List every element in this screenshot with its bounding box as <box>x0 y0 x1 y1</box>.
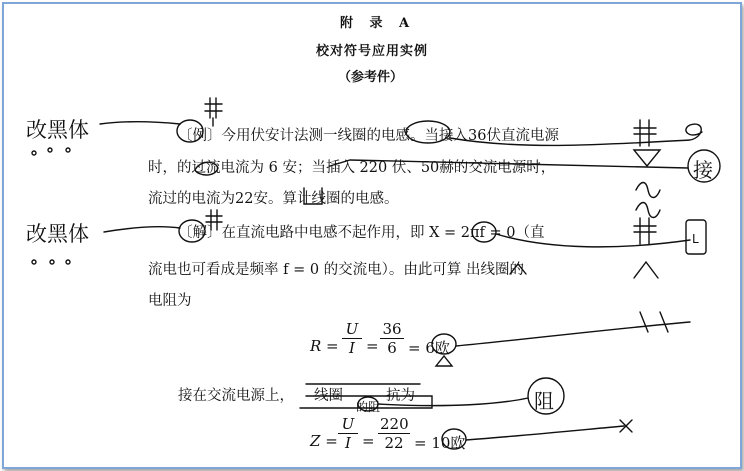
eq-r-result: = 6欧 <box>408 339 450 357</box>
connector-line-2 <box>450 124 702 145</box>
wave-mark-2 <box>636 203 660 218</box>
connector-line-8 <box>466 426 624 440</box>
space-mark-top <box>205 98 222 118</box>
dot-mark <box>50 260 54 264</box>
body-line-6: 电阻为 <box>148 293 192 309</box>
circle-jie2 <box>179 220 205 242</box>
margin-note-bold-2: 改黑体 <box>26 222 89 246</box>
eq-r-lhs: R = <box>310 337 339 355</box>
eq-z-eq: = <box>362 432 375 450</box>
connector-line-6 <box>456 322 690 346</box>
eq-z-lhs: Z = <box>310 432 338 450</box>
circle-zu <box>528 378 564 414</box>
dot-mark <box>32 151 36 155</box>
ac-line: 接在交流电源上， <box>178 388 294 404</box>
triangle-mark-2 <box>436 356 452 366</box>
caret-right-mark <box>634 262 658 278</box>
caret-insert-mark <box>510 264 526 274</box>
circle-zu-small <box>358 397 378 411</box>
slash-marks <box>640 312 668 332</box>
box-mark <box>686 220 706 254</box>
body-line-4: 〔解〕在直流电路中电感不起作用，即 X = 2πf = 0（直 <box>178 225 545 241</box>
triangle-mark <box>634 150 660 166</box>
connector-line-4 <box>104 227 180 232</box>
eq-z-frac1-num: U <box>338 415 358 434</box>
eq-r-eq: = <box>366 337 379 355</box>
body-line-3: 流过的电流为22安。算计线圈的电感。 <box>148 191 399 207</box>
box-mark-label: L <box>692 232 699 246</box>
eq-z-frac1-den: I <box>345 434 351 452</box>
appendix-title: 附 录 A <box>340 16 416 31</box>
eq-r-frac2-num: 36 <box>380 320 404 339</box>
loop-guo <box>195 162 218 175</box>
ac-line-small: 的阻 <box>356 400 381 414</box>
eq-z-frac2-den: 22 <box>384 434 404 452</box>
connector-line-5 <box>496 234 690 247</box>
dot-mark <box>66 260 70 264</box>
space-mark-right-2 <box>634 218 656 244</box>
ac-line-struck: 线圈 <box>314 388 343 404</box>
ac-line-inserted: 抗为 <box>386 388 415 404</box>
connector-line-3 <box>330 160 688 168</box>
connector-line-1 <box>100 122 180 124</box>
eq-z-result: = 10欧 <box>414 434 466 452</box>
appendix-note: （参考件） <box>338 70 404 85</box>
margin-note-bold-1: 改黑体 <box>26 118 89 142</box>
dot-mark <box>32 260 36 264</box>
circle-jie <box>688 150 720 182</box>
space-mark-2 <box>206 210 222 230</box>
circle-li <box>177 120 203 142</box>
eq-r-frac1-den: I <box>349 339 355 357</box>
body-line-1: 〔例〕今用伏安计法测一线圈的电感。当接入36伏直流电源 <box>178 128 559 144</box>
body-line-5: 流电也可看成是频率 f = 0 的交流电）。由此可算 出线圈的 <box>148 262 525 278</box>
dot-mark <box>48 148 52 152</box>
eq-z-frac2-num: 220 <box>380 415 409 433</box>
dot-mark <box>66 148 70 152</box>
circle-ou-1 <box>432 334 456 354</box>
circled-zu-mark: 阻 <box>534 389 554 413</box>
circle-diangan <box>406 121 450 143</box>
connector-line-7 <box>378 398 528 406</box>
appendix-subtitle: 校对符号应用实例 <box>316 44 429 59</box>
eq-r-frac1-num: U <box>342 320 362 339</box>
wave-mark-1 <box>636 183 660 198</box>
circle-xl <box>472 222 496 242</box>
circled-jie-mark: 接 <box>693 158 713 182</box>
circle-ou-2 <box>442 429 466 449</box>
swap-mark <box>304 188 322 204</box>
body-line-2: 时，的过流电流为 6 安；当插入 220 伏、50赫的交流电源时， <box>148 160 556 176</box>
eq-r-frac2-den: 6 <box>387 339 397 357</box>
